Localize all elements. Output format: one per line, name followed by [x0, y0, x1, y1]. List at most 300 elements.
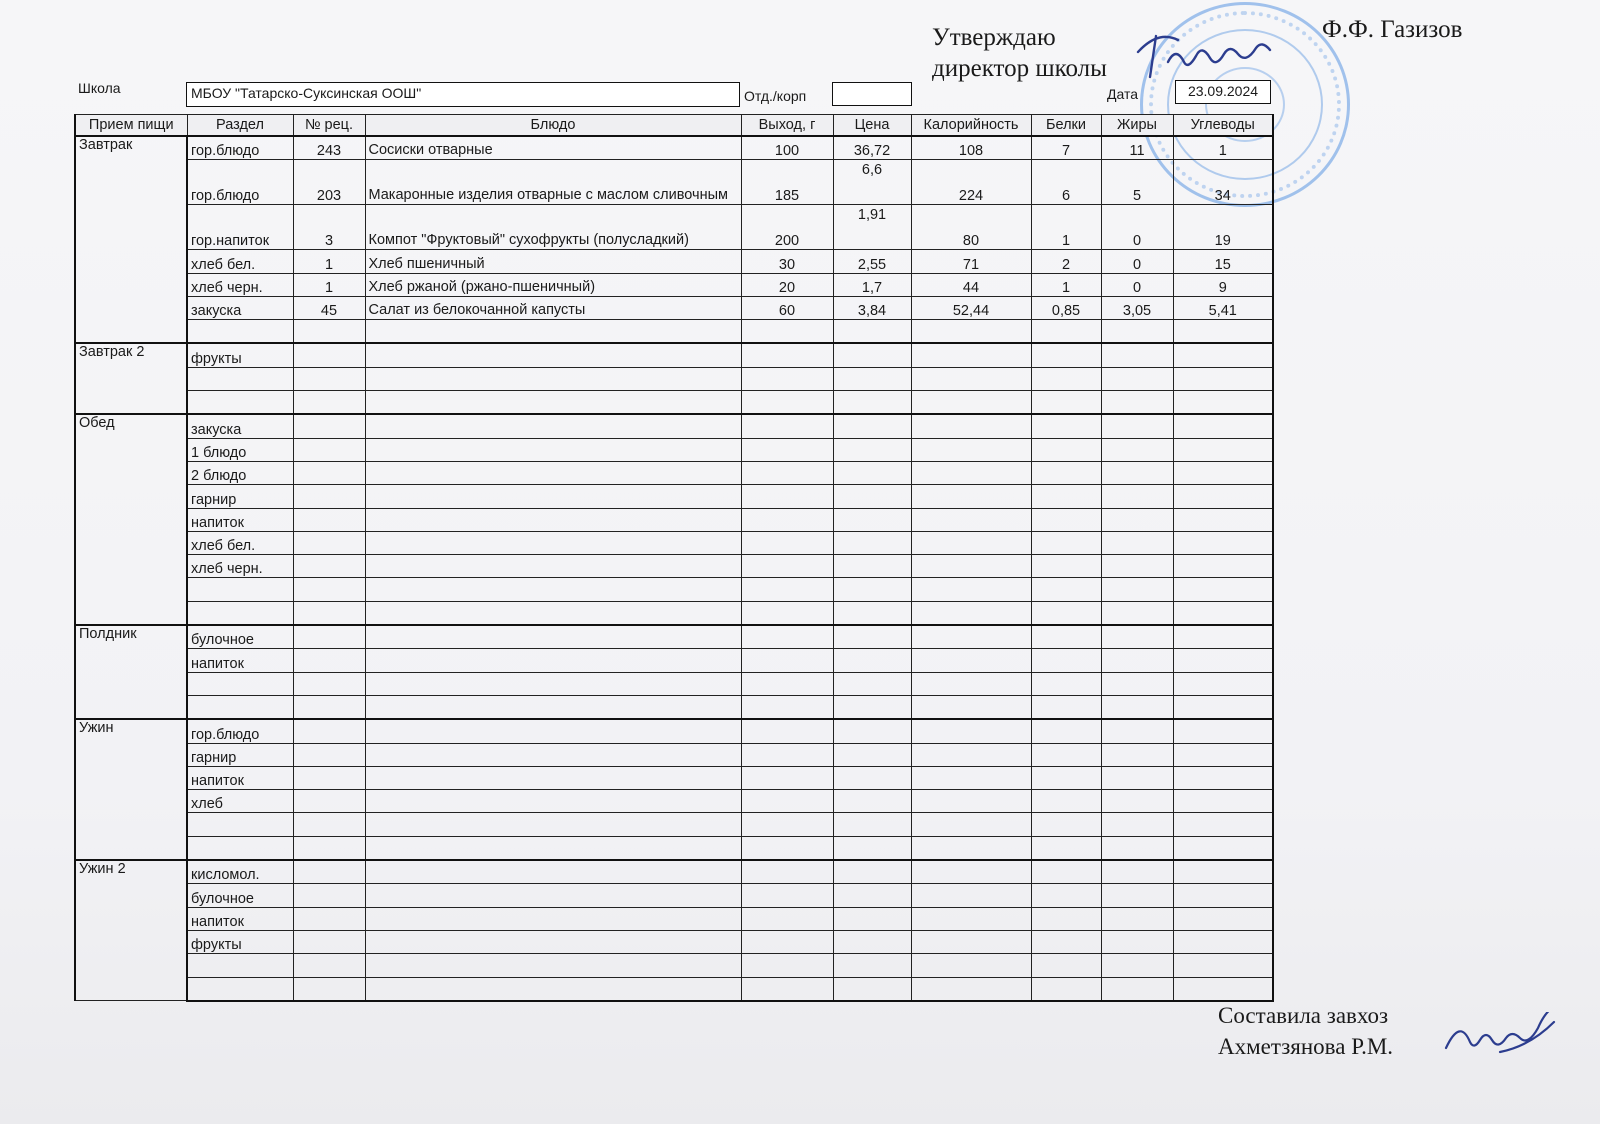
cell-kcal: 52,44 — [911, 296, 1031, 319]
cell-section: хлеб бел. — [187, 250, 293, 273]
cell-rec: 203 — [293, 160, 365, 205]
cell-section: фрукты — [187, 343, 293, 367]
cell-dish: Макаронные изделия отварные с маслом сливочным — [365, 160, 741, 205]
cell-price: 2,55 — [833, 250, 911, 273]
cell-kcal — [911, 461, 1031, 484]
cell-kcal — [911, 601, 1031, 625]
table-row — [75, 672, 1273, 695]
cell-dish — [365, 977, 741, 1001]
cell-rec — [293, 601, 365, 625]
cell-carb — [1173, 601, 1273, 625]
table-header-row — [75, 115, 1273, 137]
cell-dish — [365, 414, 741, 438]
cell-carb — [1173, 836, 1273, 860]
cell-kcal — [911, 414, 1031, 438]
cell-price — [833, 578, 911, 601]
table-row — [75, 250, 1273, 273]
table-row — [75, 719, 1273, 743]
cell-out — [741, 930, 833, 953]
cell-kcal — [911, 367, 1031, 390]
cell-prot: 6 — [1031, 160, 1101, 205]
cell-dish — [365, 601, 741, 625]
cell-fat — [1101, 625, 1173, 649]
cell-kcal — [911, 672, 1031, 695]
cell-carb — [1173, 320, 1273, 344]
table-row — [75, 296, 1273, 319]
cell-section: гарнир — [187, 485, 293, 508]
cell-price — [833, 343, 911, 367]
cell-dish — [365, 438, 741, 461]
cell-prot — [1031, 485, 1101, 508]
approval-position: директор школы — [932, 55, 1107, 82]
table-row — [75, 555, 1273, 578]
cell-fat — [1101, 884, 1173, 907]
cell-rec — [293, 743, 365, 766]
cell-carb — [1173, 766, 1273, 789]
cell-carb — [1173, 414, 1273, 438]
cell-section — [187, 601, 293, 625]
cell-section: фрукты — [187, 930, 293, 953]
cell-dish — [365, 391, 741, 415]
column-header: Блюдо — [365, 115, 741, 137]
cell-prot — [1031, 555, 1101, 578]
school-field: МБОУ "Татарско-Суксинская ООШ" — [186, 82, 740, 107]
table-row — [75, 273, 1273, 296]
cell-price — [833, 320, 911, 344]
cell-section — [187, 391, 293, 415]
footer-block — [1218, 1000, 1393, 1062]
cell-fat — [1101, 578, 1173, 601]
cell-out: 100 — [741, 136, 833, 160]
cell-price — [833, 813, 911, 836]
cell-price: 3,84 — [833, 296, 911, 319]
column-header: Калорийность — [911, 115, 1031, 137]
cell-fat — [1101, 343, 1173, 367]
cell-carb — [1173, 860, 1273, 884]
cell-price — [833, 930, 911, 953]
cell-prot — [1031, 954, 1101, 977]
table-row — [75, 954, 1273, 977]
table-row — [75, 625, 1273, 649]
cell-prot — [1031, 836, 1101, 860]
cell-kcal: 108 — [911, 136, 1031, 160]
cell-section: напиток — [187, 649, 293, 672]
cell-section: 1 блюдо — [187, 438, 293, 461]
cell-section: напиток — [187, 766, 293, 789]
cell-dish: Хлеб ржаной (ржано-пшеничный) — [365, 273, 741, 296]
table-row — [75, 136, 1273, 160]
cell-dish — [365, 695, 741, 719]
cell-fat: 0 — [1101, 250, 1173, 273]
cell-price: 36,72 — [833, 136, 911, 160]
cell-price — [833, 743, 911, 766]
cell-out — [741, 531, 833, 554]
cell-rec — [293, 977, 365, 1001]
cell-rec — [293, 391, 365, 415]
cell-dish — [365, 531, 741, 554]
cell-section: булочное — [187, 625, 293, 649]
cell-prot: 1 — [1031, 205, 1101, 250]
cell-kcal — [911, 649, 1031, 672]
cell-dish — [365, 860, 741, 884]
column-header: Прием пищи — [75, 115, 187, 137]
cell-rec — [293, 672, 365, 695]
table-row — [75, 205, 1273, 250]
cell-price — [833, 719, 911, 743]
cell-carb: 5,41 — [1173, 296, 1273, 319]
cell-kcal — [911, 836, 1031, 860]
cell-dish — [365, 508, 741, 531]
cell-rec — [293, 907, 365, 930]
cell-dish — [365, 766, 741, 789]
cell-dish — [365, 343, 741, 367]
cell-prot: 7 — [1031, 136, 1101, 160]
cell-price — [833, 485, 911, 508]
cell-carb — [1173, 695, 1273, 719]
cell-out — [741, 343, 833, 367]
cell-kcal — [911, 719, 1031, 743]
cell-kcal — [911, 531, 1031, 554]
cell-kcal: 224 — [911, 160, 1031, 205]
table-row — [75, 438, 1273, 461]
footer-name: Ахметзянова Р.М. — [1218, 1034, 1394, 1059]
table-row — [75, 320, 1273, 344]
cell-kcal: 71 — [911, 250, 1031, 273]
cell-dish — [365, 461, 741, 484]
cell-prot — [1031, 531, 1101, 554]
cell-rec — [293, 695, 365, 719]
cell-carb — [1173, 485, 1273, 508]
cell-kcal — [911, 695, 1031, 719]
cell-prot — [1031, 343, 1101, 367]
cell-section — [187, 977, 293, 1001]
table-row — [75, 860, 1273, 884]
cell-carb — [1173, 461, 1273, 484]
cell-section — [187, 672, 293, 695]
cell-rec — [293, 461, 365, 484]
column-header: Цена — [833, 115, 911, 137]
cell-rec — [293, 813, 365, 836]
cell-fat — [1101, 414, 1173, 438]
cell-carb — [1173, 813, 1273, 836]
table-row — [75, 766, 1273, 789]
cell-section: напиток — [187, 508, 293, 531]
table-row — [75, 461, 1273, 484]
cell-dish: Сосиски отварные — [365, 136, 741, 160]
cell-kcal — [911, 343, 1031, 367]
cell-out — [741, 438, 833, 461]
cell-fat — [1101, 555, 1173, 578]
cell-rec — [293, 508, 365, 531]
cell-fat — [1101, 790, 1173, 813]
meal-name: Ужин 2 — [75, 860, 187, 1001]
table-row — [75, 695, 1273, 719]
table-row — [75, 813, 1273, 836]
cell-price — [833, 766, 911, 789]
cell-price — [833, 531, 911, 554]
cell-price — [833, 391, 911, 415]
cell-prot — [1031, 438, 1101, 461]
cell-kcal — [911, 625, 1031, 649]
cell-rec — [293, 343, 365, 367]
menu-table — [74, 114, 1274, 1002]
column-header: № рец. — [293, 115, 365, 137]
cell-prot — [1031, 461, 1101, 484]
cell-dish — [365, 884, 741, 907]
table-row — [75, 649, 1273, 672]
cell-carb — [1173, 343, 1273, 367]
cell-out — [741, 813, 833, 836]
cell-dish: Компот "Фруктовый" сухофрукты (полусладкий) — [365, 205, 741, 250]
cell-price — [833, 601, 911, 625]
table-row — [75, 907, 1273, 930]
cell-prot — [1031, 930, 1101, 953]
cell-out — [741, 555, 833, 578]
cell-rec — [293, 578, 365, 601]
cell-kcal — [911, 438, 1031, 461]
cell-kcal — [911, 977, 1031, 1001]
cell-price — [833, 836, 911, 860]
cell-fat — [1101, 508, 1173, 531]
cell-section: гор.блюдо — [187, 719, 293, 743]
cell-rec — [293, 531, 365, 554]
cell-prot — [1031, 508, 1101, 531]
cell-section — [187, 367, 293, 390]
cell-prot — [1031, 649, 1101, 672]
cell-carb — [1173, 907, 1273, 930]
cell-out — [741, 766, 833, 789]
meal-name: Обед — [75, 414, 187, 625]
cell-rec — [293, 367, 365, 390]
cell-section: напиток — [187, 907, 293, 930]
cell-fat — [1101, 977, 1173, 1001]
cell-section: закуска — [187, 414, 293, 438]
cell-fat — [1101, 719, 1173, 743]
cell-kcal — [911, 485, 1031, 508]
price-value: 1,91 — [857, 207, 887, 224]
cell-kcal — [911, 391, 1031, 415]
column-header: Белки — [1031, 115, 1101, 137]
cell-price — [833, 160, 911, 205]
cell-section: гор.блюдо — [187, 136, 293, 160]
cell-rec — [293, 414, 365, 438]
cell-out: 30 — [741, 250, 833, 273]
cell-price — [833, 649, 911, 672]
cell-out — [741, 414, 833, 438]
cell-section: хлеб бел. — [187, 531, 293, 554]
cell-section: закуска — [187, 296, 293, 319]
cell-section — [187, 954, 293, 977]
cell-carb — [1173, 367, 1273, 390]
meal-name: Полдник — [75, 625, 187, 719]
cell-prot: 0,85 — [1031, 296, 1101, 319]
cell-prot — [1031, 766, 1101, 789]
cell-carb — [1173, 930, 1273, 953]
cell-rec: 3 — [293, 205, 365, 250]
cell-dish: Хлеб пшеничный — [365, 250, 741, 273]
cell-out — [741, 320, 833, 344]
cell-fat — [1101, 907, 1173, 930]
cell-dish — [365, 954, 741, 977]
table-row — [75, 930, 1273, 953]
cell-rec: 1 — [293, 273, 365, 296]
cell-dish — [365, 578, 741, 601]
cell-kcal — [911, 766, 1031, 789]
cell-prot — [1031, 367, 1101, 390]
cell-kcal — [911, 907, 1031, 930]
cell-kcal — [911, 508, 1031, 531]
table-row — [75, 391, 1273, 415]
footer-position: Составила завхоз — [1218, 1003, 1389, 1028]
meal-name: Ужин — [75, 719, 187, 860]
cell-prot — [1031, 884, 1101, 907]
cell-prot — [1031, 625, 1101, 649]
cell-out — [741, 461, 833, 484]
cell-fat — [1101, 766, 1173, 789]
cell-out — [741, 578, 833, 601]
cell-fat — [1101, 930, 1173, 953]
cell-fat — [1101, 461, 1173, 484]
cell-section: гор.напиток — [187, 205, 293, 250]
dept-label: Отд./корп — [744, 88, 807, 104]
cell-fat — [1101, 836, 1173, 860]
column-header: Жиры — [1101, 115, 1173, 137]
cell-kcal — [911, 790, 1031, 813]
cell-prot — [1031, 320, 1101, 344]
cell-dish — [365, 555, 741, 578]
cell-rec — [293, 555, 365, 578]
cell-dish — [365, 649, 741, 672]
cell-fat — [1101, 813, 1173, 836]
cell-price — [833, 205, 911, 250]
cell-carb — [1173, 391, 1273, 415]
cell-price — [833, 461, 911, 484]
cell-price — [833, 625, 911, 649]
cell-prot — [1031, 601, 1101, 625]
table-row — [75, 601, 1273, 625]
meal-name: Завтрак — [75, 136, 187, 343]
cell-fat — [1101, 485, 1173, 508]
cell-carb — [1173, 438, 1273, 461]
cell-carb — [1173, 578, 1273, 601]
cell-prot — [1031, 977, 1101, 1001]
cell-price — [833, 367, 911, 390]
date-label: Дата — [1107, 86, 1139, 102]
table-row — [75, 508, 1273, 531]
cell-out: 20 — [741, 273, 833, 296]
cell-carb: 34 — [1173, 160, 1273, 205]
cell-kcal — [911, 884, 1031, 907]
cell-out — [741, 836, 833, 860]
cell-dish: Салат из белокочанной капусты — [365, 296, 741, 319]
cell-rec: 1 — [293, 250, 365, 273]
cell-rec — [293, 836, 365, 860]
cell-section: хлеб черн. — [187, 273, 293, 296]
cell-kcal — [911, 578, 1031, 601]
cell-out — [741, 719, 833, 743]
cell-prot — [1031, 672, 1101, 695]
cell-prot — [1031, 391, 1101, 415]
cell-rec: 243 — [293, 136, 365, 160]
cell-fat — [1101, 860, 1173, 884]
cell-out: 200 — [741, 205, 833, 250]
cell-price — [833, 860, 911, 884]
cell-section — [187, 695, 293, 719]
dept-field — [832, 82, 912, 106]
cell-kcal — [911, 555, 1031, 578]
cell-fat: 5 — [1101, 160, 1173, 205]
cell-rec — [293, 719, 365, 743]
cell-price: 1,7 — [833, 273, 911, 296]
cell-carb: 19 — [1173, 205, 1273, 250]
cell-dish — [365, 320, 741, 344]
cell-fat: 0 — [1101, 205, 1173, 250]
meal-name: Завтрак 2 — [75, 343, 187, 414]
cell-rec — [293, 625, 365, 649]
cell-rec — [293, 884, 365, 907]
cell-fat: 11 — [1101, 136, 1173, 160]
cell-out — [741, 672, 833, 695]
cell-out — [741, 884, 833, 907]
table-row — [75, 578, 1273, 601]
cell-prot — [1031, 578, 1101, 601]
date-field: 23.09.2024 — [1175, 80, 1271, 104]
cell-out: 185 — [741, 160, 833, 205]
table-row — [75, 343, 1273, 367]
cell-fat — [1101, 649, 1173, 672]
cell-dish — [365, 813, 741, 836]
cell-rec — [293, 954, 365, 977]
cell-price — [833, 438, 911, 461]
cell-section: хлеб черн. — [187, 555, 293, 578]
table-row — [75, 485, 1273, 508]
cell-out — [741, 907, 833, 930]
cell-carb — [1173, 977, 1273, 1001]
director-name: Ф.Ф. Газизов — [1322, 16, 1463, 43]
cell-out — [741, 485, 833, 508]
cell-price — [833, 672, 911, 695]
cell-carb: 1 — [1173, 136, 1273, 160]
approval-block — [932, 22, 1107, 84]
cell-dish — [365, 625, 741, 649]
cell-rec — [293, 790, 365, 813]
cell-dish — [365, 719, 741, 743]
cell-dish — [365, 907, 741, 930]
table-row — [75, 884, 1273, 907]
cell-prot — [1031, 695, 1101, 719]
cell-dish — [365, 485, 741, 508]
cell-price — [833, 508, 911, 531]
cell-fat: 3,05 — [1101, 296, 1173, 319]
cell-out — [741, 367, 833, 390]
cell-carb — [1173, 555, 1273, 578]
cell-kcal: 44 — [911, 273, 1031, 296]
cell-fat — [1101, 672, 1173, 695]
cell-dish — [365, 836, 741, 860]
cell-carb: 9 — [1173, 273, 1273, 296]
table-row — [75, 836, 1273, 860]
cell-out — [741, 860, 833, 884]
cell-out: 60 — [741, 296, 833, 319]
cell-section: гор.блюдо — [187, 160, 293, 205]
cell-out — [741, 625, 833, 649]
cell-rec: 45 — [293, 296, 365, 319]
cell-prot — [1031, 719, 1101, 743]
cell-carb — [1173, 531, 1273, 554]
cell-fat: 0 — [1101, 273, 1173, 296]
cell-prot: 2 — [1031, 250, 1101, 273]
cell-price — [833, 695, 911, 719]
